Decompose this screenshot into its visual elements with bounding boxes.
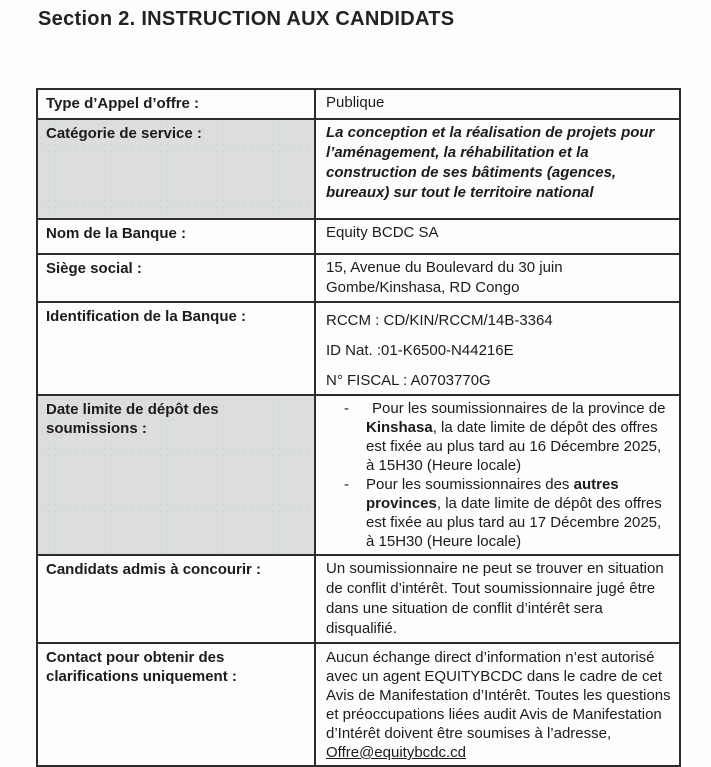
row-value-candidats-admis: Un soumissionnaire ne peut se trouver en situation de conflit d’intérêt. Tout soumissionnaire jugé être dans une situation de conflit d’intérêt sera disqualifié. <box>315 555 680 643</box>
table-row-categorie-service <box>37 119 680 219</box>
row-label-categorie-service: Catégorie de service : <box>37 119 315 219</box>
row-label-contact-clarifications: Contact pour obtenir des clarifications uniquement : <box>37 643 315 766</box>
rccm-line: RCCM : CD/KIN/RCCM/14B-3364 <box>326 312 553 329</box>
bullet-text-post: , la date limite de dépôt des offres est fixée au plus tard au 16 Décembre 2025, à 15H30 (Heure locale) <box>366 419 662 474</box>
table-row-contact-clarifications <box>37 643 680 766</box>
table-row-nom-banque <box>37 219 680 254</box>
fiscal-line: N° FISCAL : A0703770G <box>326 372 491 389</box>
row-label-identification-banque: Identification de la Banque : <box>37 302 315 395</box>
id-nat-line: ID Nat. :01-K6500-N44216E <box>326 342 514 359</box>
row-value-nom-banque: Equity BCDC SA <box>315 219 680 254</box>
table-row-type-appel <box>37 89 680 119</box>
row-value-siege-social: 15, Avenue du Boulevard du 30 juin Gombe/Kinshasa, RD Congo <box>315 254 680 302</box>
row-label-candidats-admis: Candidats admis à concourir : <box>37 555 315 643</box>
row-value-identification-banque <box>315 302 680 395</box>
table-row-date-limite <box>37 395 680 555</box>
instructions-table <box>36 88 681 767</box>
bullet-text-bold: autres provinces <box>366 476 619 512</box>
deadline-bullet-autres-provinces <box>342 475 671 551</box>
row-label-nom-banque: Nom de la Banque : <box>37 219 315 254</box>
deadline-bullet-kinshasa <box>342 399 671 475</box>
contact-email-link[interactable]: Offre@equitybcdc.cd <box>326 744 467 761</box>
row-value-contact-clarifications <box>315 643 680 766</box>
bullet-text-post: , la date limite de dépôt des offres est fixée au plus tard au 17 Décembre 2025, à 15H30 (Heure locale) <box>366 495 662 550</box>
bullet-text-pre: Pour les soumissionnaires de la province de <box>372 400 666 417</box>
bullet-text-bold: Kinshasa <box>366 419 433 436</box>
row-label-date-limite: Date limite de dépôt des soumissions : <box>37 395 315 555</box>
row-value-categorie-service: La conception et la réalisation de projets pour l’aménagement, la réhabilitation et la construction de ses bâtiments (agences, bureaux) sur tout le territoire national <box>315 119 680 219</box>
table-row-candidats-admis <box>37 555 680 643</box>
contact-text: Aucun échange direct d’information n’est autorisé avec un agent EQUITYBCDC dans le cadre de cet Avis de Manifestation d’Intérêt. Toutes les questions et préoccupations liées audit Avis de Manifestation d’Intérêt doivent être soumises à l’adresse, <box>326 649 671 742</box>
dash-bullet-icon: - <box>344 400 349 417</box>
row-label-siege-social: Siège social : <box>37 254 315 302</box>
dash-bullet-icon: - <box>344 476 349 493</box>
row-value-date-limite <box>315 395 680 555</box>
row-value-type-appel: Publique <box>315 89 680 119</box>
table-row-identification-banque <box>37 302 680 395</box>
section-title: Section 2. INSTRUCTION AUX CANDIDATS <box>38 8 455 30</box>
row-label-type-appel: Type d’Appel d’offre : <box>37 89 315 119</box>
table-row-siege-social <box>37 254 680 302</box>
deadline-bullet-list <box>326 399 671 551</box>
bullet-text-pre: Pour les soumissionnaires des <box>366 476 574 493</box>
